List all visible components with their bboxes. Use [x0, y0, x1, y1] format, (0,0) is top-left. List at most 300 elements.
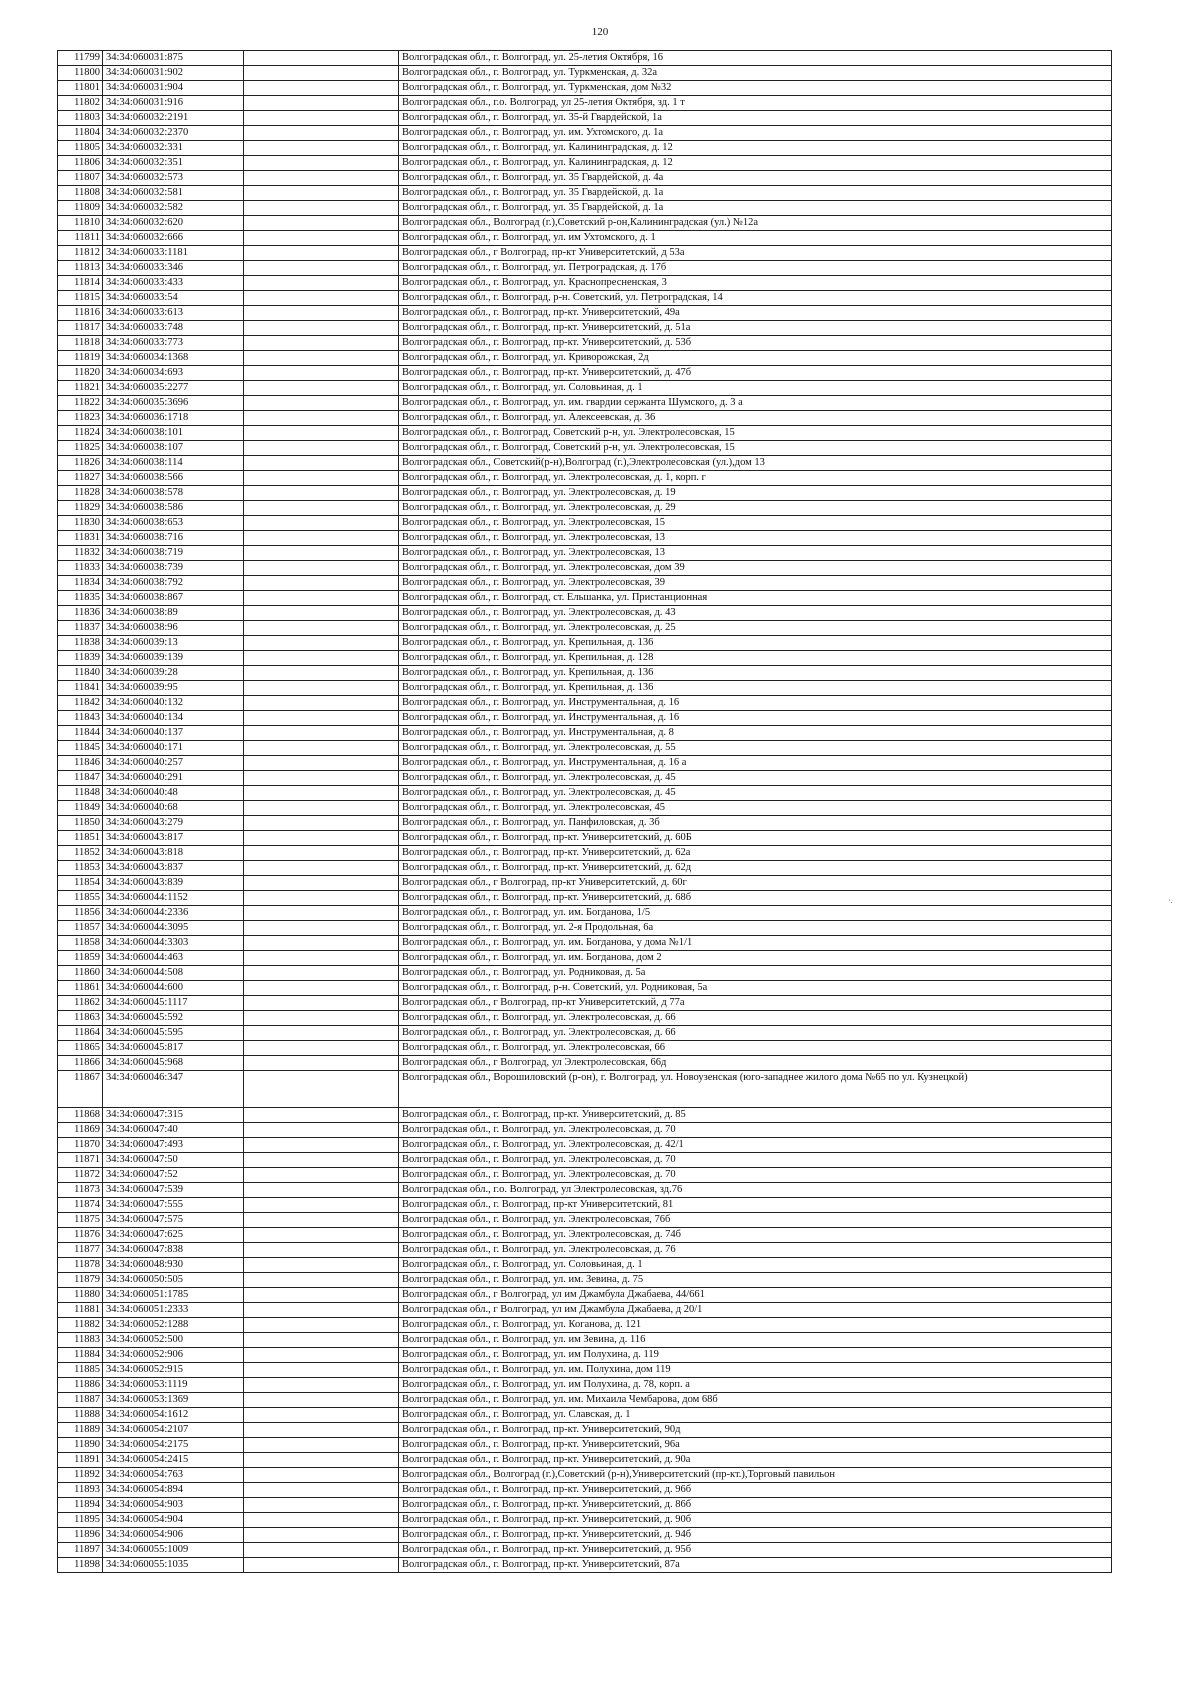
table-row: [58, 1243, 1112, 1258]
table-row: [58, 141, 1112, 156]
row-number-cell: 11883: [58, 1333, 103, 1348]
cadastral-number-cell: 34:34:060039:139: [103, 651, 244, 666]
table-row: [58, 471, 1112, 486]
table-row: [58, 1071, 1112, 1108]
empty-cell: [244, 321, 399, 336]
empty-cell: [244, 1258, 399, 1273]
row-number-cell: 11867: [58, 1071, 103, 1108]
cadastral-number-cell: 34:34:060054:904: [103, 1513, 244, 1528]
row-number-cell: 11841: [58, 681, 103, 696]
empty-cell: [244, 1213, 399, 1228]
table-row: [58, 1056, 1112, 1071]
cadastral-number-cell: 34:34:060043:817: [103, 831, 244, 846]
address-cell: Волгоградская обл., г. Волгоград, ул. 35 Гвардейской, д. 1а: [399, 186, 1112, 201]
cadastral-number-cell: 34:34:060038:586: [103, 501, 244, 516]
cadastral-number-cell: 34:34:060045:595: [103, 1026, 244, 1041]
cadastral-number-cell: 34:34:060032:573: [103, 171, 244, 186]
cadastral-number-cell: 34:34:060043:839: [103, 876, 244, 891]
row-number-cell: 11878: [58, 1258, 103, 1273]
cadastral-number-cell: 34:34:060052:906: [103, 1348, 244, 1363]
empty-cell: [244, 1483, 399, 1498]
row-number-cell: 11854: [58, 876, 103, 891]
empty-cell: [244, 546, 399, 561]
empty-cell: [244, 216, 399, 231]
row-number-cell: 11879: [58, 1273, 103, 1288]
table-row: [58, 561, 1112, 576]
row-number-cell: 11806: [58, 156, 103, 171]
cadastral-number-cell: 34:34:060047:315: [103, 1108, 244, 1123]
table-row: [58, 501, 1112, 516]
row-number-cell: 11861: [58, 981, 103, 996]
row-number-cell: 11866: [58, 1056, 103, 1071]
row-number-cell: 11808: [58, 186, 103, 201]
table-row: [58, 636, 1112, 651]
row-number-cell: 11833: [58, 561, 103, 576]
empty-cell: [244, 1438, 399, 1453]
empty-cell: [244, 561, 399, 576]
table-row: [58, 1498, 1112, 1513]
address-cell: Волгоградская обл., г Волгоград, пр-кт Университетский, д. 60г: [399, 876, 1112, 891]
empty-cell: [244, 351, 399, 366]
address-cell: Волгоградская обл., г. Волгоград, пр-кт. Университетский, д. 53б: [399, 336, 1112, 351]
cadastral-number-cell: 34:34:060033:1181: [103, 246, 244, 261]
cadastral-number-cell: 34:34:060044:2336: [103, 906, 244, 921]
empty-cell: [244, 666, 399, 681]
row-number-cell: 11888: [58, 1408, 103, 1423]
address-cell: Волгоградская обл., г. Волгоград, ул. им. Богданова, 1/5: [399, 906, 1112, 921]
row-number-cell: 11819: [58, 351, 103, 366]
cadastral-number-cell: 34:34:060032:582: [103, 201, 244, 216]
row-number-cell: 11828: [58, 486, 103, 501]
row-number-cell: 11889: [58, 1423, 103, 1438]
table-row: [58, 1138, 1112, 1153]
table-row: [58, 951, 1112, 966]
row-number-cell: 11864: [58, 1026, 103, 1041]
address-cell: Волгоградская обл., г. Волгоград, ул. Инструментальная, д. 16 а: [399, 756, 1112, 771]
table-row: [58, 786, 1112, 801]
row-number-cell: 11829: [58, 501, 103, 516]
address-cell: Волгоградская обл., г Волгоград, ул им Джамбула Джабаева, 44/661: [399, 1288, 1112, 1303]
cadastral-number-cell: 34:34:060038:653: [103, 516, 244, 531]
row-number-cell: 11840: [58, 666, 103, 681]
empty-cell: [244, 1543, 399, 1558]
table-row: [58, 1468, 1112, 1483]
empty-cell: [244, 786, 399, 801]
empty-cell: [244, 96, 399, 111]
empty-cell: [244, 816, 399, 831]
table-row: [58, 1453, 1112, 1468]
cadastral-number-cell: 34:34:060054:2107: [103, 1423, 244, 1438]
empty-cell: [244, 201, 399, 216]
address-cell: Волгоградская обл., Волгоград (г.),Советский (р-н),Университетский (пр-кт.),Торговый павильон: [399, 1468, 1112, 1483]
empty-cell: [244, 246, 399, 261]
empty-cell: [244, 1011, 399, 1026]
cadastral-number-cell: 34:34:060032:620: [103, 216, 244, 231]
cadastral-number-cell: 34:34:060038:96: [103, 621, 244, 636]
address-cell: Волгоградская обл., г. Волгоград, ул. Инструментальная, д. 16: [399, 696, 1112, 711]
row-number-cell: 11830: [58, 516, 103, 531]
address-cell: Волгоградская обл., Волгоград (г.),Советский р-он,Калининградская (ул.) №12а: [399, 216, 1112, 231]
row-number-cell: 11804: [58, 126, 103, 141]
address-cell: Волгоградская обл., г. Волгоград, пр-кт. Университетский, д. 95б: [399, 1543, 1112, 1558]
empty-cell: [244, 261, 399, 276]
cadastral-number-cell: 34:34:060054:894: [103, 1483, 244, 1498]
address-cell: Волгоградская обл., г. Волгоград, ул. Электролесовская, д. 70: [399, 1153, 1112, 1168]
empty-cell: [244, 111, 399, 126]
address-cell: Волгоградская обл., г. Волгоград, ул. им. гвардии сержанта Шумского, д. 3 а: [399, 396, 1112, 411]
empty-cell: [244, 306, 399, 321]
cadastral-number-cell: 34:34:060033:773: [103, 336, 244, 351]
empty-cell: [244, 1468, 399, 1483]
address-cell: Волгоградская обл., г. Волгоград, пр-кт Университетский, 81: [399, 1198, 1112, 1213]
cadastral-number-cell: 34:34:060052:500: [103, 1333, 244, 1348]
empty-cell: [244, 726, 399, 741]
empty-cell: [244, 861, 399, 876]
row-number-cell: 11807: [58, 171, 103, 186]
table-row: [58, 921, 1112, 936]
address-cell: Волгоградская обл., г. Волгоград, ул. Электролесовская, 39: [399, 576, 1112, 591]
empty-cell: [244, 1363, 399, 1378]
table-row: [58, 756, 1112, 771]
row-number-cell: 11836: [58, 606, 103, 621]
cadastral-number-cell: 34:34:060038:114: [103, 456, 244, 471]
table-row: [58, 531, 1112, 546]
row-number-cell: 11869: [58, 1123, 103, 1138]
address-cell: Волгоградская обл., г. Волгоград, пр-кт. Университетский, д. 94б: [399, 1528, 1112, 1543]
row-number-cell: 11895: [58, 1513, 103, 1528]
address-cell: Волгоградская обл., г. Волгоград, ул. Калининградская, д. 12: [399, 156, 1112, 171]
table-row: [58, 231, 1112, 246]
table-row: [58, 1168, 1112, 1183]
address-cell: Волгоградская обл., г. Волгоград, Советский р-н, ул. Электролесовская, 15: [399, 426, 1112, 441]
cadastral-number-cell: 34:34:060047:40: [103, 1123, 244, 1138]
row-number-cell: 11863: [58, 1011, 103, 1026]
address-cell: Волгоградская обл., г. Волгоград, ул. Электролесовская, д. 25: [399, 621, 1112, 636]
table-row: [58, 876, 1112, 891]
address-cell: Волгоградская обл., г. Волгоград, ул. Электролесовская, д. 45: [399, 771, 1112, 786]
cadastral-number-cell: 34:34:060038:107: [103, 441, 244, 456]
table-row: [58, 1408, 1112, 1423]
address-cell: Волгоградская обл., г. Волгоград, пр-кт. Университетский, д. 62д: [399, 861, 1112, 876]
row-number-cell: 11810: [58, 216, 103, 231]
address-cell: Волгоградская обл., Советский(р-н),Волгоград (г.),Электролесовская (ул.),дом 13: [399, 456, 1112, 471]
address-cell: Волгоградская обл., г. Волгоград, ул. Электролесовская, д. 70: [399, 1168, 1112, 1183]
empty-cell: [244, 516, 399, 531]
cadastral-number-cell: 34:34:060052:1288: [103, 1318, 244, 1333]
empty-cell: [244, 801, 399, 816]
empty-cell: [244, 156, 399, 171]
empty-cell: [244, 1041, 399, 1056]
address-cell: Волгоградская обл., г. Волгоград, пр-кт. Университетский, д. 90а: [399, 1453, 1112, 1468]
address-cell: Волгоградская обл., г. Волгоград, пр-кт. Университетский, д. 62а: [399, 846, 1112, 861]
cadastral-number-cell: 34:34:060044:508: [103, 966, 244, 981]
cadastral-number-cell: 34:34:060040:48: [103, 786, 244, 801]
cadastral-number-cell: 34:34:060043:279: [103, 816, 244, 831]
table-row: [58, 1041, 1112, 1056]
empty-cell: [244, 1528, 399, 1543]
address-cell: Волгоградская обл., г. Волгоград, ул. Электролесовская, д. 76: [399, 1243, 1112, 1258]
address-cell: Волгоградская обл., г. Волгоград, ул. 35 Гвардейской, д. 4а: [399, 171, 1112, 186]
address-cell: Волгоградская обл., г. Волгоград, ул. Крепильная, д. 128: [399, 651, 1112, 666]
address-cell: Волгоградская обл., г. Волгоград, ул. Электролесовская, 15: [399, 516, 1112, 531]
row-number-cell: 11882: [58, 1318, 103, 1333]
cadastral-number-cell: 34:34:060038:566: [103, 471, 244, 486]
empty-cell: [244, 381, 399, 396]
address-cell: Волгоградская обл., г. Волгоград, ул. Электролесовская, д. 55: [399, 741, 1112, 756]
address-cell: Волгоградская обл., г. Волгоград, пр-кт. Университетский, д. 60Б: [399, 831, 1112, 846]
empty-cell: [244, 51, 399, 66]
table-row: [58, 1318, 1112, 1333]
cadastral-number-cell: 34:34:060038:578: [103, 486, 244, 501]
cadastral-number-cell: 34:34:060039:28: [103, 666, 244, 681]
empty-cell: [244, 1393, 399, 1408]
empty-cell: [244, 426, 399, 441]
empty-cell: [244, 471, 399, 486]
row-number-cell: 11881: [58, 1303, 103, 1318]
cadastral-number-cell: 34:34:060035:3696: [103, 396, 244, 411]
empty-cell: [244, 366, 399, 381]
empty-cell: [244, 606, 399, 621]
table-row: [58, 1011, 1112, 1026]
row-number-cell: 11849: [58, 801, 103, 816]
row-number-cell: 11821: [58, 381, 103, 396]
row-number-cell: 11891: [58, 1453, 103, 1468]
empty-cell: [244, 231, 399, 246]
cadastral-number-cell: 34:34:060051:1785: [103, 1288, 244, 1303]
address-cell: Волгоградская обл., г. Волгоград, ул. Электролесовская, 45: [399, 801, 1112, 816]
address-cell: Волгоградская обл., г. Волгоград, ул. 35 Гвардейской, д. 1а: [399, 201, 1112, 216]
row-number-cell: 11803: [58, 111, 103, 126]
cadastral-number-cell: 34:34:060047:539: [103, 1183, 244, 1198]
address-cell: Волгоградская обл., г. Волгоград, ул. Электролесовская, 76б: [399, 1213, 1112, 1228]
table-row: [58, 621, 1112, 636]
empty-cell: [244, 336, 399, 351]
row-number-cell: 11824: [58, 426, 103, 441]
table-row: [58, 711, 1112, 726]
cadastral-number-cell: 34:34:060032:2191: [103, 111, 244, 126]
table-row: [58, 51, 1112, 66]
address-cell: Волгоградская обл., г. Волгоград, Советский р-н, ул. Электролесовская, 15: [399, 441, 1112, 456]
address-cell: Волгоградская обл., г. Волгоград, пр-кт. Университетский, д. 85: [399, 1108, 1112, 1123]
table-row: [58, 1528, 1112, 1543]
row-number-cell: 11875: [58, 1213, 103, 1228]
empty-cell: [244, 1153, 399, 1168]
empty-cell: [244, 1408, 399, 1423]
address-cell: Волгоградская обл., г. Волгоград, р-н. Советский, ул. Родниковая, 5а: [399, 981, 1112, 996]
address-cell: Волгоградская обл., г. Волгоград, пр-кт. Университетский, 87а: [399, 1558, 1112, 1573]
table-row: [58, 981, 1112, 996]
table-row: [58, 246, 1112, 261]
cadastral-number-cell: 34:34:060038:101: [103, 426, 244, 441]
table-row: [58, 816, 1112, 831]
cadastral-number-cell: 34:34:060036:1718: [103, 411, 244, 426]
cadastral-number-cell: 34:34:060034:693: [103, 366, 244, 381]
row-number-cell: 11870: [58, 1138, 103, 1153]
empty-cell: [244, 711, 399, 726]
cadastral-number-cell: 34:34:060038:89: [103, 606, 244, 621]
row-number-cell: 11890: [58, 1438, 103, 1453]
table-row: [58, 456, 1112, 471]
cadastral-number-cell: 34:34:060045:968: [103, 1056, 244, 1071]
table-row: [58, 1333, 1112, 1348]
row-number-cell: 11816: [58, 306, 103, 321]
table-row: [58, 1483, 1112, 1498]
cadastral-number-cell: 34:34:060043:837: [103, 861, 244, 876]
address-cell: Волгоградская обл., г. Волгоград, ул. Электролесовская, 13: [399, 531, 1112, 546]
cadastral-number-cell: 34:34:060032:581: [103, 186, 244, 201]
cadastral-number-cell: 34:34:060033:613: [103, 306, 244, 321]
table-row: [58, 321, 1112, 336]
cadastral-number-cell: 34:34:060047:555: [103, 1198, 244, 1213]
empty-cell: [244, 1498, 399, 1513]
empty-cell: [244, 1423, 399, 1438]
cadastral-number-cell: 34:34:060044:463: [103, 951, 244, 966]
cadastral-number-cell: 34:34:060033:346: [103, 261, 244, 276]
row-number-cell: 11847: [58, 771, 103, 786]
empty-cell: [244, 456, 399, 471]
row-number-cell: 11858: [58, 936, 103, 951]
row-number-cell: 11823: [58, 411, 103, 426]
address-cell: Волгоградская обл., г. Волгоград, ул. им. Богданова, дом 2: [399, 951, 1112, 966]
row-number-cell: 11832: [58, 546, 103, 561]
table-row: [58, 576, 1112, 591]
cadastral-number-cell: 34:34:060031:902: [103, 66, 244, 81]
cadastral-number-cell: 34:34:060044:3303: [103, 936, 244, 951]
row-number-cell: 11853: [58, 861, 103, 876]
address-cell: Волгоградская обл., г. Волгоград, ул. 35-й Гвардейской, 1а: [399, 111, 1112, 126]
empty-cell: [244, 396, 399, 411]
cadastral-number-cell: 34:34:060052:915: [103, 1363, 244, 1378]
table-row: [58, 1026, 1112, 1041]
row-number-cell: 11865: [58, 1041, 103, 1056]
table-row: [58, 126, 1112, 141]
cadastral-number-cell: 34:34:060044:1152: [103, 891, 244, 906]
empty-cell: [244, 1056, 399, 1071]
cadastral-number-cell: 34:34:060032:666: [103, 231, 244, 246]
empty-cell: [244, 66, 399, 81]
cadastral-number-cell: 34:34:060033:54: [103, 291, 244, 306]
table-row: [58, 396, 1112, 411]
cadastral-number-cell: 34:34:060054:903: [103, 1498, 244, 1513]
table-row: [58, 411, 1112, 426]
row-number-cell: 11815: [58, 291, 103, 306]
empty-cell: [244, 996, 399, 1011]
empty-cell: [244, 501, 399, 516]
row-number-cell: 11838: [58, 636, 103, 651]
cadastral-number-cell: 34:34:060033:433: [103, 276, 244, 291]
empty-cell: [244, 1183, 399, 1198]
cadastral-number-cell: 34:34:060040:68: [103, 801, 244, 816]
table-row: [58, 201, 1112, 216]
address-cell: Волгоградская обл., г. Волгоград, ул. Коганова, д. 121: [399, 1318, 1112, 1333]
row-number-cell: 11892: [58, 1468, 103, 1483]
table-row: [58, 516, 1112, 531]
empty-cell: [244, 921, 399, 936]
empty-cell: [244, 126, 399, 141]
empty-cell: [244, 576, 399, 591]
empty-cell: [244, 966, 399, 981]
address-cell: Волгоградская обл., г. Волгоград, ул. Славская, д. 1: [399, 1408, 1112, 1423]
table-row: [58, 966, 1112, 981]
table-row: [58, 96, 1112, 111]
table-row: [58, 591, 1112, 606]
table-row: [58, 1198, 1112, 1213]
address-cell: Волгоградская обл., г. Волгоград, пр-кт. Университетский, д. 96б: [399, 1483, 1112, 1498]
row-number-cell: 11801: [58, 81, 103, 96]
table-row: [58, 1108, 1112, 1123]
address-cell: Волгоградская обл., г. Волгоград, ул. им. Михаила Чембарова, дом 68б: [399, 1393, 1112, 1408]
row-number-cell: 11885: [58, 1363, 103, 1378]
row-number-cell: 11831: [58, 531, 103, 546]
empty-cell: [244, 906, 399, 921]
row-number-cell: 11834: [58, 576, 103, 591]
cadastral-number-cell: 34:34:060045:592: [103, 1011, 244, 1026]
address-cell: Волгоградская обл., г. Волгоград, ул. им. Полухина, дом 119: [399, 1363, 1112, 1378]
empty-cell: [244, 1348, 399, 1363]
empty-cell: [244, 621, 399, 636]
address-cell: Волгоградская обл., г.о. Волгоград, ул 25-летия Октября, зд. 1 т: [399, 96, 1112, 111]
empty-cell: [244, 1288, 399, 1303]
address-cell: Волгоградская обл., г. Волгоград, ул. Электролесовская, д. 66: [399, 1011, 1112, 1026]
row-number-cell: 11845: [58, 741, 103, 756]
row-number-cell: 11868: [58, 1108, 103, 1123]
table-row: [58, 1513, 1112, 1528]
empty-cell: [244, 876, 399, 891]
cadastral-number-cell: 34:34:060054:763: [103, 1468, 244, 1483]
address-cell: Волгоградская обл., г. Волгоград, ул. Электролесовская, д. 45: [399, 786, 1112, 801]
cadastral-number-cell: 34:34:060053:1369: [103, 1393, 244, 1408]
empty-cell: [244, 951, 399, 966]
empty-cell: [244, 411, 399, 426]
cadastral-number-cell: 34:34:060040:171: [103, 741, 244, 756]
address-cell: Волгоградская обл., Ворошиловский (р-он), г. Волгоград, ул. Новоузенская (юго-западнее жилого дома №65 по ул. Кузнецкой): [399, 1071, 1112, 1108]
table-row: [58, 1543, 1112, 1558]
cadastral-number-cell: 34:34:060047:493: [103, 1138, 244, 1153]
row-number-cell: 11817: [58, 321, 103, 336]
empty-cell: [244, 1378, 399, 1393]
row-number-cell: 11887: [58, 1393, 103, 1408]
cadastral-number-cell: 34:34:060043:818: [103, 846, 244, 861]
row-number-cell: 11835: [58, 591, 103, 606]
address-cell: Волгоградская обл., г. Волгоград, пр-кт. Университетский, д. 47б: [399, 366, 1112, 381]
row-number-cell: 11862: [58, 996, 103, 1011]
table-row: [58, 1423, 1112, 1438]
empty-cell: [244, 651, 399, 666]
table-row: [58, 1273, 1112, 1288]
row-number-cell: 11811: [58, 231, 103, 246]
table-row: [58, 771, 1112, 786]
address-cell: Волгоградская обл., г. Волгоград, ул. Электролесовская, д. 66: [399, 1026, 1112, 1041]
address-cell: Волгоградская обл., г. Волгоград, ул. 2-я Продольная, 6а: [399, 921, 1112, 936]
table-row: [58, 81, 1112, 96]
address-cell: Волгоградская обл., г Волгоград, ул им Джамбула Джабаева, д 20/1: [399, 1303, 1112, 1318]
table-row: [58, 381, 1112, 396]
address-cell: Волгоградская обл., г. Волгоград, ул. им. Богданова, у дома №1/1: [399, 936, 1112, 951]
row-number-cell: 11827: [58, 471, 103, 486]
cadastral-number-cell: 34:34:060045:1117: [103, 996, 244, 1011]
cadastral-number-cell: 34:34:060050:505: [103, 1273, 244, 1288]
address-cell: Волгоградская обл., г. Волгоград, ул. им. Ухтомского, д. 1а: [399, 126, 1112, 141]
address-cell: Волгоградская обл., г. Волгоград, ул. Соловьиная, д. 1: [399, 1258, 1112, 1273]
address-cell: Волгоградская обл., г. Волгоград, ул. Электролесовская, д. 43: [399, 606, 1112, 621]
address-cell: Волгоградская обл., г. Волгоград, ул. им. Зевина, д. 75: [399, 1273, 1112, 1288]
address-cell: Волгоградская обл., г. Волгоград, ул. Крепильная, д. 136: [399, 681, 1112, 696]
empty-cell: [244, 1513, 399, 1528]
address-cell: Волгоградская обл., г. Волгоград, пр-кт. Университетский, 96а: [399, 1438, 1112, 1453]
row-number-cell: 11877: [58, 1243, 103, 1258]
empty-cell: [244, 1453, 399, 1468]
row-number-cell: 11898: [58, 1558, 103, 1573]
